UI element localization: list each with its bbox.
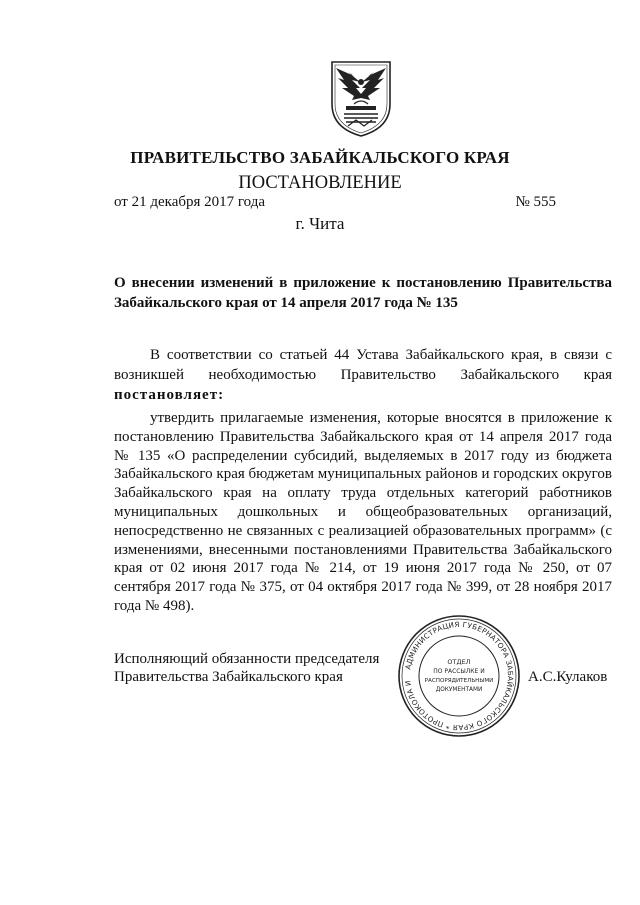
official-stamp [396,613,522,739]
intro-paragraph [114,345,612,405]
stamp-center-line1: ОТДЕЛ [447,658,471,666]
document-date: от 21 декабря 2017 года [114,194,266,210]
document-title: О внесении изменений в приложение к постановлению Правительства Забайкальского края от 14 апреля 2017 года № 135 [114,275,612,311]
intro-text: В соответствии со статьей 44 Устава Забайкальского края, в связи с возникшей необходимостью Правительство Забайкальского края [114,347,612,383]
stamp-center-line3: РАСПОРЯДИТЕЛЬНЫМИ [424,678,494,684]
signatory-name: А.С.Кулаков [528,669,608,685]
stamp-ring-text: АДМИНИСТРАЦИЯ ГУБЕРНАТОРА ЗАБАЙКАЛЬСКОГО КРАЯ * ПРОТОКОЛА И [403,619,516,733]
signatory-position-line1: Исполняющий обязанности председателя [114,651,380,667]
stamp-center-line2: ПО РАССЫЛКЕ И [433,668,485,675]
coat-of-arms-icon [326,58,396,138]
organization-name: ПРАВИТЕЛЬСТВО ЗАБАЙКАЛЬСКОГО КРАЯ [130,148,510,167]
body-paragraph: утвердить прилагаемые изменения, которые вносятся в приложение к постановлению Правительства Забайкальского края от 14 апреля 2017 года № 135 «О распределении субсидий, выделяемых в 2017 году из бюджета Забайкальского края бюджетам муниципальных районов и городских округов Забайкальского края на оплату труда отдельных категорий работников муниципальных дошкольных и общеобразовательных организаций, непосредственно не связанных с реализацией образовательных программ» (с изменениями, внесенными постановлениями Правительства Забайкальского края от 02 июня 2017 года № 214, от 19 июня 2017 года № 250, от 07 сентября 2017 года № 375, от 04 октября 2017 года № 399, от 28 ноября 2017 года № 498). [114,410,612,614]
document-number: № 555 [515,194,556,210]
document-city: г. Чита [295,214,345,233]
stamp-center-line4: ДОКУМЕНТАМИ [435,687,483,693]
document-type: ПОСТАНОВЛЕНИЕ [238,173,402,193]
decision-word: постановляет: [114,387,225,403]
signatory-position-line2: Правительства Забайкальского края [114,669,343,685]
